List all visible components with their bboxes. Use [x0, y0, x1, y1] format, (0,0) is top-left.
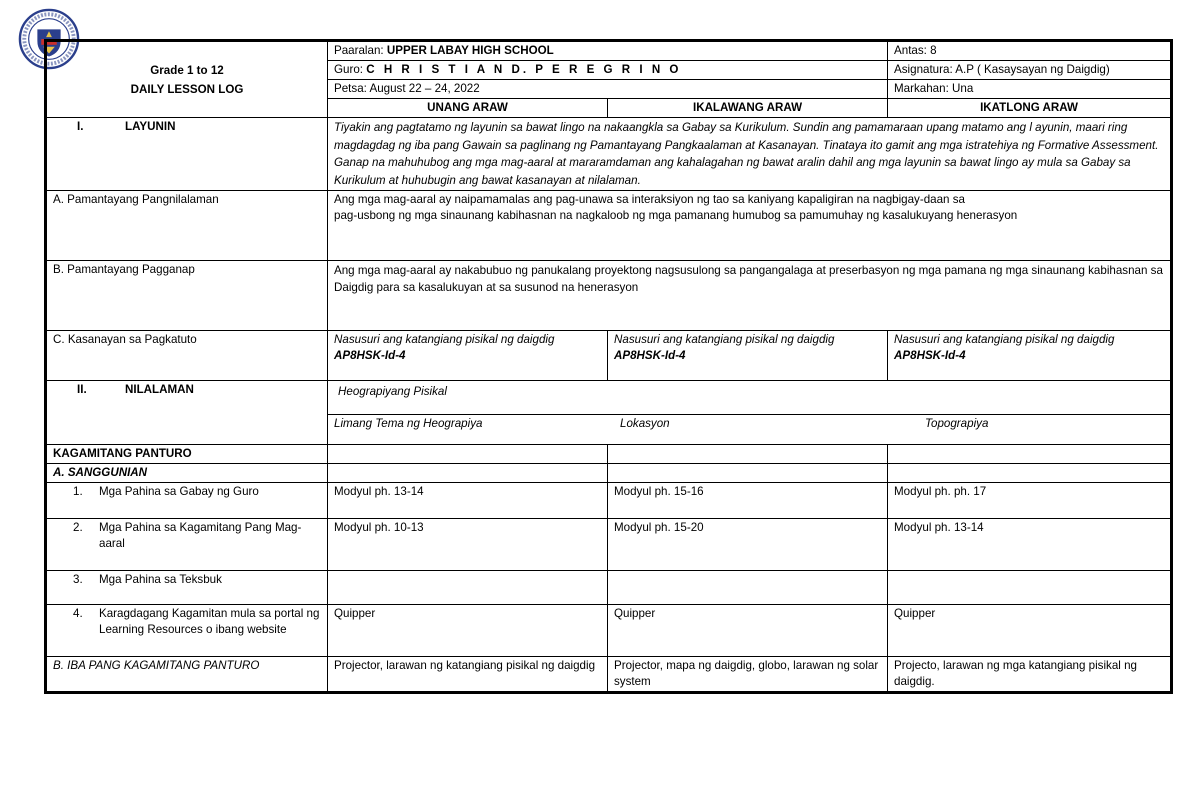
nilalaman-label-cell [47, 381, 328, 445]
pagganap-label: B. Pamantayang Pagganap [47, 261, 328, 331]
layunin-text: Tiyakin ang pagtatamo ng layunin sa bawat lingo na nakaangkla sa Gabay sa Kurikulum. Sundin ang pamamaraan upang matamo ang l ayunin, maari ring magdagdag ng iba pang Gawain sa paglinang ng Pamantayang Pangkaalaman at Kasanayan. Tinataya ito gamit ang mga istratehiya ng Formative Assessment. Ganap na mahuhubog ang mga mag-aaral at mararamdaman ang kahalagahan ng bawat aralin dahil ang mga layunin sa bawat lingo ay mula sa Gabay sa Kurikulum at huhubugin ang bawat kasanayan at nilalaman. [328, 118, 1171, 191]
kasanayan-day-3 [888, 331, 1171, 381]
empty-cell [608, 464, 888, 483]
school-value: UPPER LABAY HIGH SCHOOL [386, 44, 554, 57]
pangnilalaman-line-2: pag-usbong ng mga sinaunang kabihasnan na nagkaloob ng mga pamanang humubog sa pamumuhay ng kasalukuyang henerasyon [334, 209, 1018, 222]
kasanayan-code: AP8HSK-Id-4 [894, 349, 966, 362]
kasanayan-code: AP8HSK-Id-4 [334, 349, 406, 362]
teacher-cell [328, 61, 888, 80]
item-4-day-3: Quipper [888, 605, 1171, 657]
empty-cell [888, 464, 1171, 483]
kasanayan-text: Nasusuri ang katangiang pisikal ng daigdig [334, 333, 555, 346]
nilalaman-topic-text: Heograpiyang Pisikal [338, 385, 447, 398]
item-1-day-2: Modyul ph. 15-16 [608, 483, 888, 519]
iba-kagamitan-label: B. IBA PANG KAGAMITANG PANTURO [47, 657, 328, 692]
daily-lesson-log-table [46, 41, 1171, 692]
empty-cell [328, 464, 608, 483]
item-3-day-1 [328, 571, 608, 605]
empty-cell [608, 445, 888, 464]
kasanayan-text: Nasusuri ang katangiang pisikal ng daigdig [614, 333, 835, 346]
item-num: 3. [73, 573, 83, 586]
teacher-label: Guro: [334, 63, 363, 76]
kagamitan-label: KAGAMITANG PANTURO [47, 445, 328, 464]
subject: Asignatura: A.P ( Kasaysayan ng Daigdig) [888, 61, 1171, 80]
item-label: Mga Pahina sa Kagamitang Pang Mag-aaral [99, 521, 302, 550]
kasanayan-text: Nasusuri ang katangiang pisikal ng daigdig [894, 333, 1115, 346]
pagganap-text: Ang mga mag-aaral ay nakabubuo ng panukalang proyektong nagsusulong sa pangangalaga at preserbasyon ng mga pamana ng mga sinaunang kabihasnan sa Daigdig para sa kasalukuyan at sa susunod na henerasyon [328, 261, 1171, 331]
layunin-num: I. [77, 120, 84, 133]
nilalaman-num: II. [77, 383, 87, 396]
quarter: Markahan: Una [888, 80, 1171, 99]
day-1-header: UNANG ARAW [328, 99, 608, 118]
day-3-header: IKATLONG ARAW [888, 99, 1171, 118]
item-4-day-1: Quipper [328, 605, 608, 657]
item-num: 1. [73, 485, 83, 498]
pangnilalaman-cell [328, 191, 1171, 261]
school-label: Paaralan: [334, 44, 384, 57]
kasanayan-label: C. Kasanayan sa Pagkatuto [47, 331, 328, 381]
day-2-header: IKALAWANG ARAW [608, 99, 888, 118]
layunin-label: LAYUNIN [125, 120, 176, 133]
log-title-cell [47, 42, 328, 118]
grade-label: Grade 1 to 12 [150, 63, 224, 77]
nilalaman-subtopics [328, 415, 1171, 445]
item-2-day-1: Modyul ph. 10-13 [328, 519, 608, 571]
item-num: 2. [73, 521, 83, 534]
item-3-day-2 [608, 571, 888, 605]
reference-item-1 [47, 483, 328, 519]
item-label: Karagdagang Kagamitan mula sa portal ng Learning Resources o ibang website [99, 607, 320, 636]
sanggunian-label: A. SANGGUNIAN [47, 464, 328, 483]
iba-day-1: Projector, larawan ng katangiang pisikal ng daigdig [328, 657, 608, 692]
item-label: Mga Pahina sa Gabay ng Guro [99, 485, 259, 498]
iba-day-3: Projecto, larawan ng mga katangiang pisikal ng daigdig. [888, 657, 1171, 692]
pangnilalaman-line-1: Ang mga mag-aaral ay naipamamalas ang pag-unawa sa interaksiyon ng tao sa kaniyang kapaligiran na nagbigay-daan sa [334, 193, 965, 206]
subtopic-1: Limang Tema ng Heograpiya [334, 417, 483, 430]
date-cell [328, 80, 888, 99]
iba-day-2: Projector, mapa ng daigdig, globo, larawan ng solar system [608, 657, 888, 692]
item-4-day-2: Quipper [608, 605, 888, 657]
item-num: 4. [73, 607, 83, 620]
item-1-day-3: Modyul ph. ph. 17 [888, 483, 1171, 519]
grade-level: Antas: 8 [888, 42, 1171, 61]
layunin-label-cell [47, 118, 328, 191]
item-label: Mga Pahina sa Teksbuk [99, 573, 222, 586]
kasanayan-code: AP8HSK-Id-4 [614, 349, 686, 362]
kasanayan-day-1 [328, 331, 608, 381]
reference-item-4 [47, 605, 328, 657]
item-3-day-3 [888, 571, 1171, 605]
item-1-day-1: Modyul ph. 13-14 [328, 483, 608, 519]
teacher-value: C H R I S T I A N D. P E R E G R I N O [366, 63, 682, 76]
nilalaman-label: NILALAMAN [125, 383, 194, 396]
empty-cell [888, 445, 1171, 464]
reference-item-2 [47, 519, 328, 571]
kasanayan-day-2 [608, 331, 888, 381]
subtopic-2: Lokasyon [620, 417, 670, 430]
date-label: Petsa: [334, 82, 367, 95]
date-value: August 22 – 24, 2022 [369, 82, 480, 95]
log-title: DAILY LESSON LOG [130, 82, 244, 96]
subtopic-3: Topograpiya [925, 417, 989, 430]
item-2-day-3: Modyul ph. 13-14 [888, 519, 1171, 571]
reference-item-3 [47, 571, 328, 605]
item-2-day-2: Modyul ph. 15-20 [608, 519, 888, 571]
empty-cell [328, 445, 608, 464]
nilalaman-topic [328, 381, 1171, 415]
school-cell [328, 42, 888, 61]
pangnilalaman-label: A. Pamantayang Pangnilalaman [47, 191, 328, 261]
